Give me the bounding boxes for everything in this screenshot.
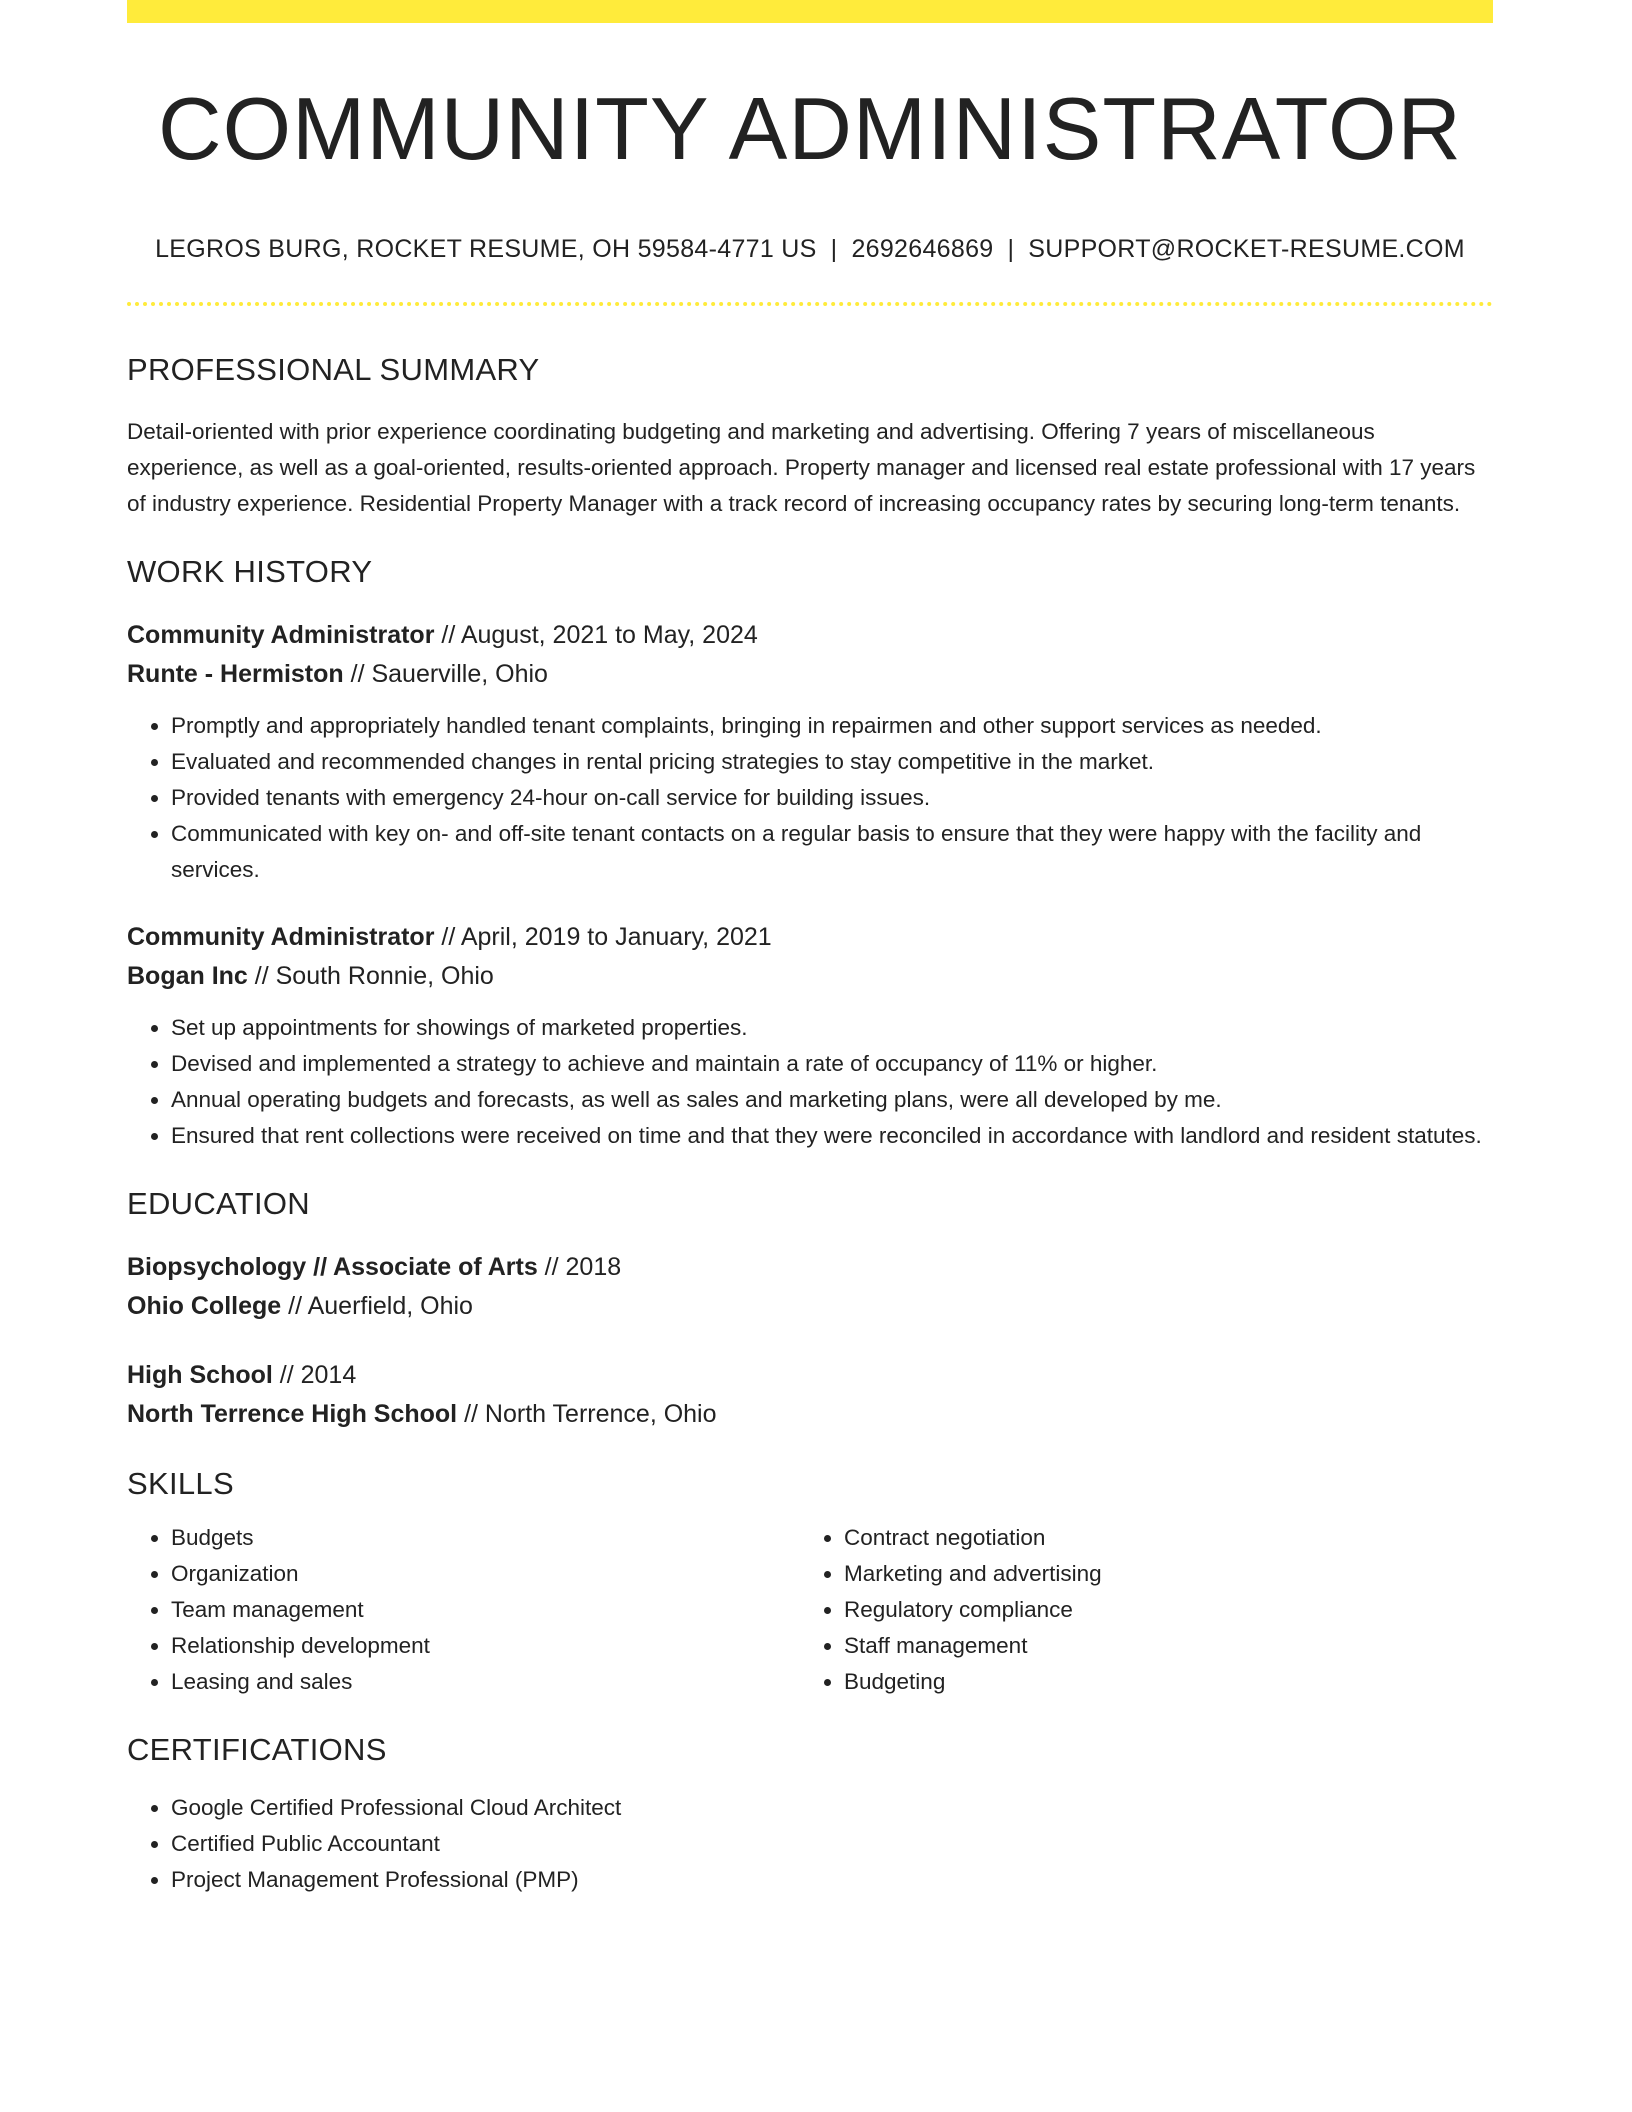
education-location: // Auerfield, Ohio bbox=[281, 1292, 473, 1320]
skills-section bbox=[127, 1466, 1493, 1700]
job-title-line bbox=[127, 918, 1493, 957]
skill-item: • Team management bbox=[171, 1592, 800, 1628]
job-bullet: • Evaluated and recommended changes in rental pricing strategies to stay competitive in the market. bbox=[171, 744, 1493, 780]
skills-grid bbox=[127, 1520, 1493, 1700]
summary-heading: PROFESSIONAL SUMMARY bbox=[127, 352, 540, 387]
skills-list bbox=[800, 1520, 1473, 1700]
work-history-section bbox=[127, 554, 1493, 1154]
certification-item: • Google Certified Professional Cloud Architect bbox=[171, 1790, 1493, 1826]
certification-item: • Project Management Professional (PMP) bbox=[171, 1862, 1493, 1898]
skill-item: • Organization bbox=[171, 1556, 800, 1592]
skill-item: • Budgeting bbox=[844, 1664, 1473, 1700]
resume-name: COMMUNITY ADMINISTRATOR bbox=[158, 79, 1462, 178]
job-company-line bbox=[127, 957, 1493, 996]
education-heading: EDUCATION bbox=[127, 1186, 310, 1221]
job-entry bbox=[127, 616, 1493, 888]
contact-email: SUPPORT@ROCKET-RESUME.COM bbox=[1028, 235, 1465, 263]
education-degree-line bbox=[127, 1356, 1493, 1395]
education-entry bbox=[127, 1248, 1493, 1326]
contact-address: LEGROS BURG, ROCKET RESUME, OH 59584-4771 US bbox=[155, 235, 817, 263]
education-year: // 2018 bbox=[537, 1253, 622, 1281]
education-entry bbox=[127, 1356, 1493, 1434]
summary-text: Detail-oriented with prior experience coordinating budgeting and marketing and advertising. Offering 7 years of miscellaneous experience, as well as a goal-oriented, results-oriented approach. Property manager and licensed real estate professional with 17 years of industry experience. Residential Property Manager with a track record of increasing occupancy rates by securing long-term tenants. bbox=[127, 419, 1476, 516]
contact-line bbox=[127, 235, 1493, 264]
job-entry bbox=[127, 918, 1493, 1154]
summary-section bbox=[127, 352, 1493, 522]
contact-phone: 2692646869 bbox=[851, 235, 994, 263]
contact-separator: | bbox=[830, 235, 838, 263]
education-section bbox=[127, 1186, 1493, 1434]
skill-item: • Relationship development bbox=[171, 1628, 800, 1664]
certifications-list bbox=[127, 1790, 1493, 1898]
contact-separator: | bbox=[1007, 235, 1015, 263]
certification-item: • Certified Public Accountant bbox=[171, 1826, 1493, 1862]
dotted-divider bbox=[127, 302, 1493, 306]
job-title: Community Administrator bbox=[127, 923, 435, 951]
job-bullets bbox=[127, 1010, 1493, 1154]
education-school: Ohio College bbox=[127, 1292, 282, 1320]
education-year: // 2014 bbox=[272, 1361, 357, 1389]
skills-list bbox=[127, 1520, 800, 1700]
job-bullet: • Communicated with key on- and off-site tenant contacts on a regular basis to ensure that they were happy with the facility and services. bbox=[171, 816, 1493, 888]
skills-column-right bbox=[800, 1520, 1473, 1700]
skill-item: • Regulatory compliance bbox=[844, 1592, 1473, 1628]
education-school-line bbox=[127, 1395, 1493, 1434]
skills-heading: SKILLS bbox=[127, 1466, 234, 1501]
job-dates: // August, 2021 to May, 2024 bbox=[434, 621, 758, 649]
job-bullet: • Promptly and appropriately handled tenant complaints, bringing in repairmen and other support services as needed. bbox=[171, 708, 1493, 744]
work-history-heading: WORK HISTORY bbox=[127, 554, 373, 589]
education-degree-line bbox=[127, 1248, 1493, 1287]
job-bullets bbox=[127, 708, 1493, 888]
job-company-line bbox=[127, 655, 1493, 694]
job-title: Community Administrator bbox=[127, 621, 435, 649]
skill-item: • Staff management bbox=[844, 1628, 1473, 1664]
job-bullet: • Provided tenants with emergency 24-hour on-call service for building issues. bbox=[171, 780, 1493, 816]
education-school-line bbox=[127, 1287, 1493, 1326]
certifications-heading: CERTIFICATIONS bbox=[127, 1732, 387, 1767]
resume-page bbox=[127, 0, 1493, 1898]
education-degree: Biopsychology // Associate of Arts bbox=[127, 1253, 538, 1281]
job-location: // South Ronnie, Ohio bbox=[247, 962, 494, 990]
job-bullet: • Devised and implemented a strategy to achieve and maintain a rate of occupancy of 11% or higher. bbox=[171, 1046, 1493, 1082]
job-bullet: • Annual operating budgets and forecasts, as well as sales and marketing plans, were all developed by me. bbox=[171, 1082, 1493, 1118]
skill-item: • Leasing and sales bbox=[171, 1664, 800, 1700]
skill-item: • Marketing and advertising bbox=[844, 1556, 1473, 1592]
job-company: Runte - Hermiston bbox=[127, 660, 344, 688]
education-location: // North Terrence, Ohio bbox=[457, 1400, 717, 1428]
skill-item: • Budgets bbox=[171, 1520, 800, 1556]
accent-top-bar bbox=[127, 0, 1493, 23]
job-title-line bbox=[127, 616, 1493, 655]
job-dates: // April, 2019 to January, 2021 bbox=[434, 923, 772, 951]
job-bullet: • Ensured that rent collections were received on time and that they were reconciled in accordance with landlord and resident statutes. bbox=[171, 1118, 1493, 1154]
education-school: North Terrence High School bbox=[127, 1400, 458, 1428]
job-bullet: • Set up appointments for showings of marketed properties. bbox=[171, 1010, 1493, 1046]
job-company: Bogan Inc bbox=[127, 962, 248, 990]
certifications-section bbox=[127, 1732, 1493, 1898]
skill-item: • Contract negotiation bbox=[844, 1520, 1473, 1556]
education-degree: High School bbox=[127, 1361, 273, 1389]
skills-column-left bbox=[127, 1520, 800, 1700]
job-location: // Sauerville, Ohio bbox=[343, 660, 548, 688]
